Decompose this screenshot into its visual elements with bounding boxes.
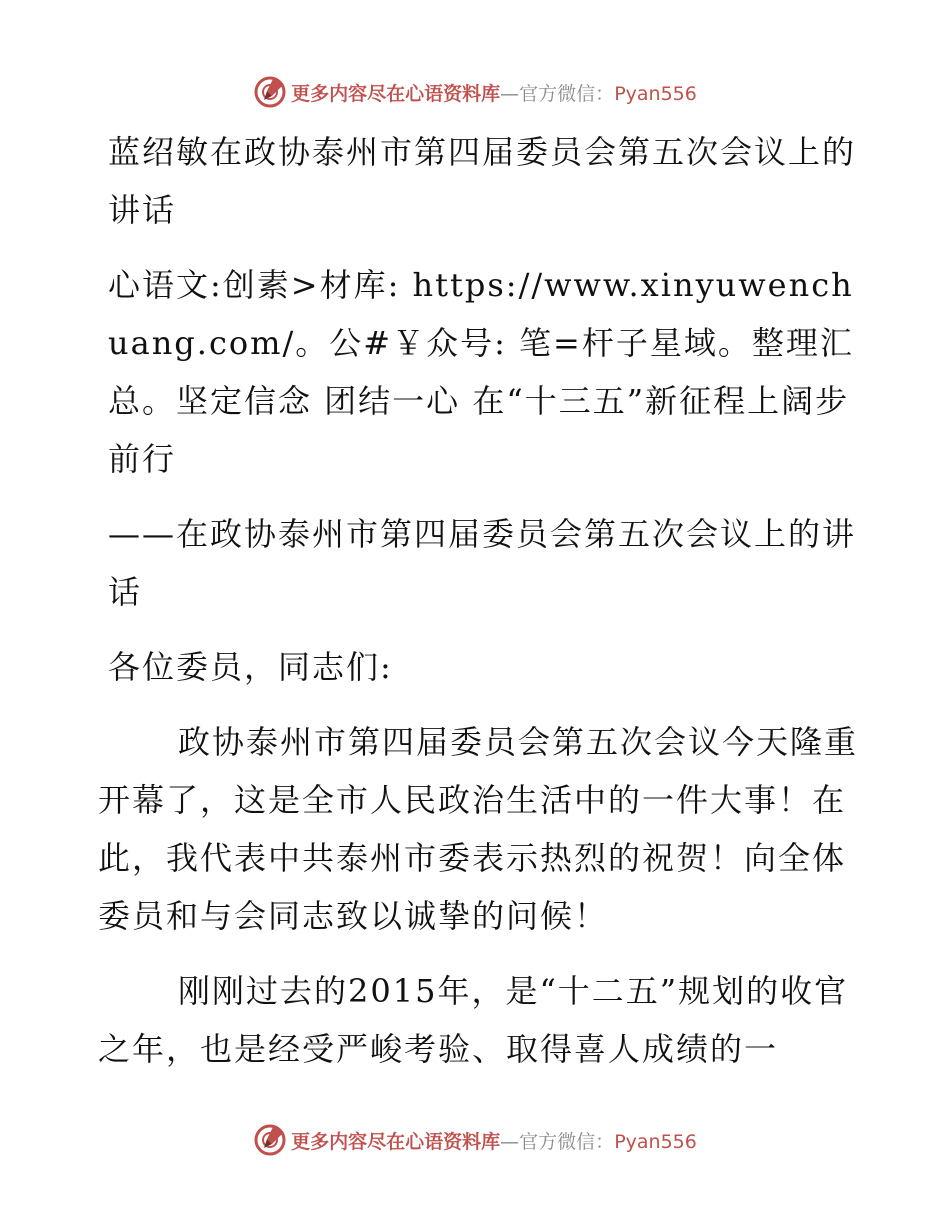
banner-official-label: 官方微信： xyxy=(519,1130,615,1153)
document-paragraph: 政协泰州市第四届委员会第五次会议今天隆重开幕了，这是全市人民政治生活中的一件大事！在此，我代表中共泰州市委表示热烈的祝贺！向全体委员和与会同志致以诚挚的问候！ xyxy=(98,723,859,935)
banner-handle: Pyan556 xyxy=(614,1130,697,1153)
document-intro: 心语文:创素>材库: https://www.xinyuwenchuang.com/。公#￥众号: 笔=杆子星域。整理汇总。坚定信念 团结一心 在“十三五”新征程上阔步前行 xyxy=(108,266,854,478)
banner-dash: — xyxy=(500,1130,520,1153)
banner-text xyxy=(291,1127,697,1154)
banner-handle: Pyan556 xyxy=(614,82,697,105)
pen-nib-logo-icon xyxy=(253,1123,287,1157)
banner-main-text: 更多内容尽在心语资料库 xyxy=(291,1130,501,1153)
banner-text xyxy=(291,79,697,106)
document-subtitle: ——在政协泰州市第四届委员会第五次会议上的讲话 xyxy=(108,515,857,611)
document-title: 蓝绍敏在政协泰州市第四届委员会第五次会议上的讲话 xyxy=(108,133,857,229)
banner-official-label: 官方微信： xyxy=(519,82,615,105)
banner-main-text: 更多内容尽在心语资料库 xyxy=(291,82,501,105)
document-body xyxy=(98,123,858,1078)
header-banner xyxy=(0,72,950,112)
pen-nib-logo-icon xyxy=(253,75,287,109)
document-salutation: 各位委员，同志们: xyxy=(108,648,393,686)
banner-dash: — xyxy=(500,82,520,105)
footer-banner xyxy=(0,1120,950,1160)
document-paragraph: 刚刚过去的2015年，是“十二五”规划的收官之年，也是经受严峻考验、取得喜人成绩的一 xyxy=(98,972,849,1068)
